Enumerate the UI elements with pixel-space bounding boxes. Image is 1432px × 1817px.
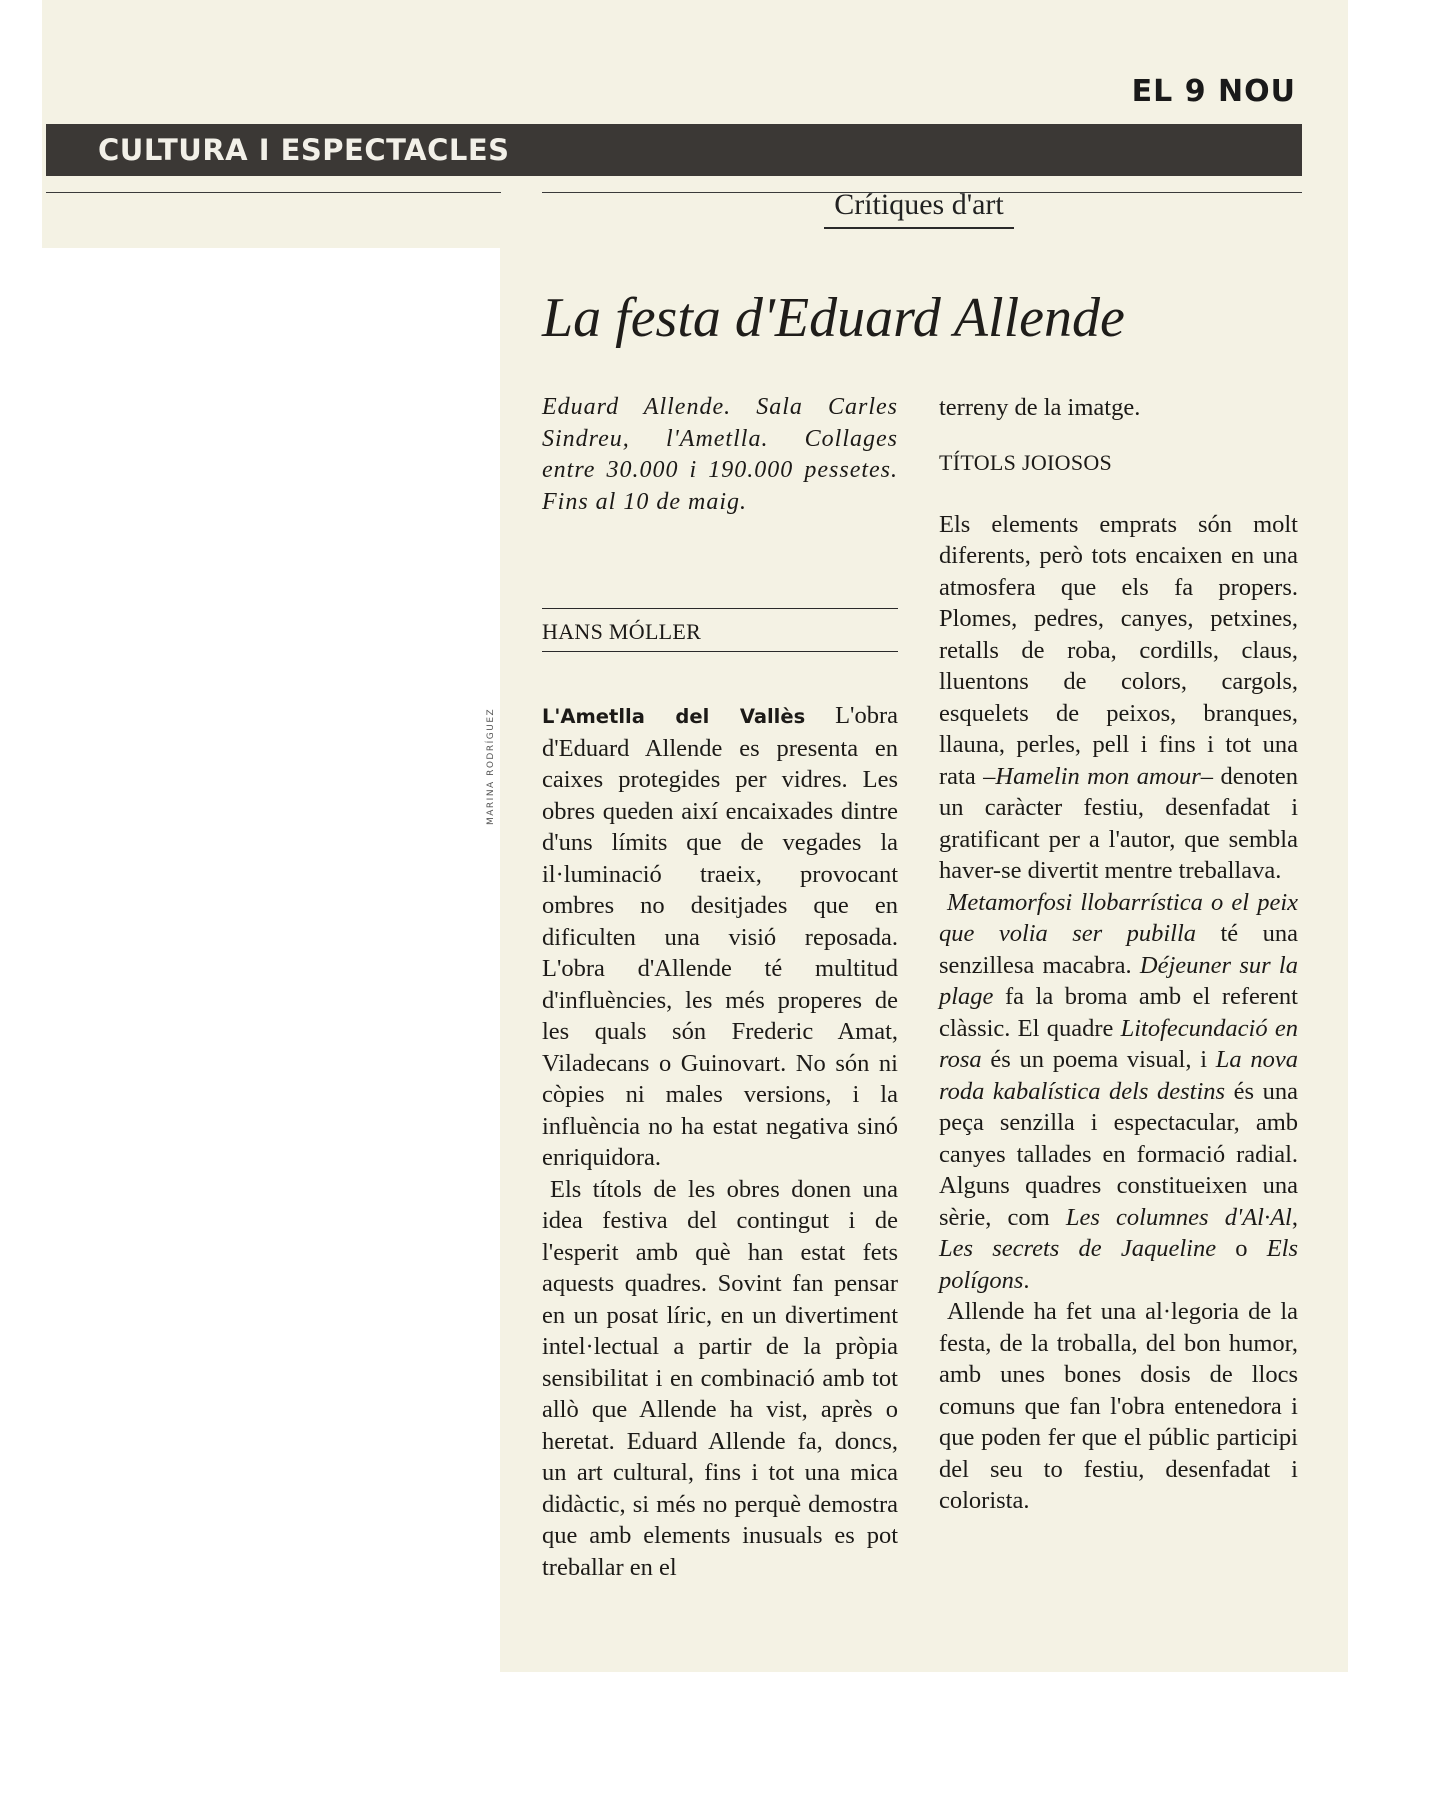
byline: HANS MÓLLER <box>542 608 898 652</box>
masthead: EL 9 NOU <box>1131 74 1296 109</box>
rubric: Crítiques d'art <box>824 188 1014 229</box>
artwork-title: La nova roda kabalística dels destins <box>939 1046 1299 1105</box>
dateline: L'Ametlla del Vallès <box>542 705 806 728</box>
photo-credit: MARINA RODRÍGUEZ <box>486 707 496 825</box>
artwork-title: Hamelin mon amour <box>995 762 1201 790</box>
column-right <box>939 392 1298 1517</box>
artwork-title: Déjeuner sur la plage <box>939 951 1298 1010</box>
paragraph: Allende ha fet una al·legoria de la festa, de la troballa, del bon humor, amb unes bones dosis de llocs comuns que fan l'obra entenedora i que poden fer que el públic participi del seu to festiu, desenfadat i colorista. <box>939 1298 1298 1514</box>
paragraph-continuation: terreny de la imatge. <box>939 394 1141 421</box>
artwork-title: Les columnes d'Al·Al <box>1065 1203 1292 1231</box>
paragraph: Metamorfosi llobarrística o el peix que volia ser pubilla té una senzillesa macabra. Déjeuner sur la plage fa la broma amb el referent clàssic. El quadre Litofecundació en rosa és un poema visual, i La nova roda kabalística dels destins és una peça senzilla i espectacular, amb canyes tallades en formació radial. Alguns quadres constitueixen una sèrie, com Les columnes d'Al·Al, Les secrets de Jaqueline o Els polígons. <box>939 888 1299 1294</box>
subheading: TÍTOLS JOIOSOS <box>939 449 1113 475</box>
artwork-title: Metamorfosi llobarrística o el peix que volia ser pubilla <box>939 888 1298 947</box>
paragraph: L'Ametlla del Vallès L'obra d'Eduard Allende es presenta en caixes protegides per vidres. Les obres queden així encaixades dintre d'uns límits que de vegades la il·luminació traeix, provocant ombres no desitjades que en dificulten una visió reposada. L'obra d'Allende té multitud d'influències, les més properes de les quals són Frederic Amat, Viladecans o Guinovart. No són ni còpies ni males versions, i la influència no ha estat negativa sinó enriquidora. <box>542 702 898 1171</box>
column-left <box>542 392 898 1583</box>
exhibition-info: Eduard Allende. Sala Carles Sindreu, l'Ametlla. Collages entre 30.000 i 190.000 pessetes. Fins al 10 de maig. <box>542 394 898 515</box>
artwork-title: Litofecundació en rosa <box>939 1014 1298 1073</box>
artwork-title: Les secrets de Jaqueline <box>939 1235 1217 1262</box>
headline: La festa d'Eduard Allende <box>542 287 1125 349</box>
paragraph: Els títols de les obres donen una idea festiva del contingut i de l'esperit amb què han estat fets aquests quadres. Sovint fan pensar en un posat líric, en un divertiment intel·lectual a partir de la pròpia sensibilitat i en combinació amb tot allò que Allende ha vist, après o heretat. Eduard Allende fa, doncs, un art cultural, fins i tot una mica didàctic, si més no perquè demostra que amb elements inusuals es pot treballar en el <box>542 1175 898 1581</box>
cropped-blank-area <box>0 248 500 1817</box>
artwork-title: Els polígons <box>939 1235 1299 1294</box>
section-label: CULTURA I ESPECTACLES <box>98 133 510 167</box>
paragraph: Els elements emprats són molt diferents, però tots encaixen en una atmosfera que els fa propers. Plomes, pedres, canyes, petxines, retalls de roba, cordills, claus, lluentons de colors, cargols, esquelets de peixos, branques, llauna, perles, pell i fins i tot una rata –Hamelin mon amour– denoten un caràcter festiu, desenfadat i gratificant per a l'autor, que sembla haver-se divertit mentre treballava. <box>939 510 1299 884</box>
section-bar <box>46 124 1302 176</box>
rule-left <box>46 192 501 193</box>
